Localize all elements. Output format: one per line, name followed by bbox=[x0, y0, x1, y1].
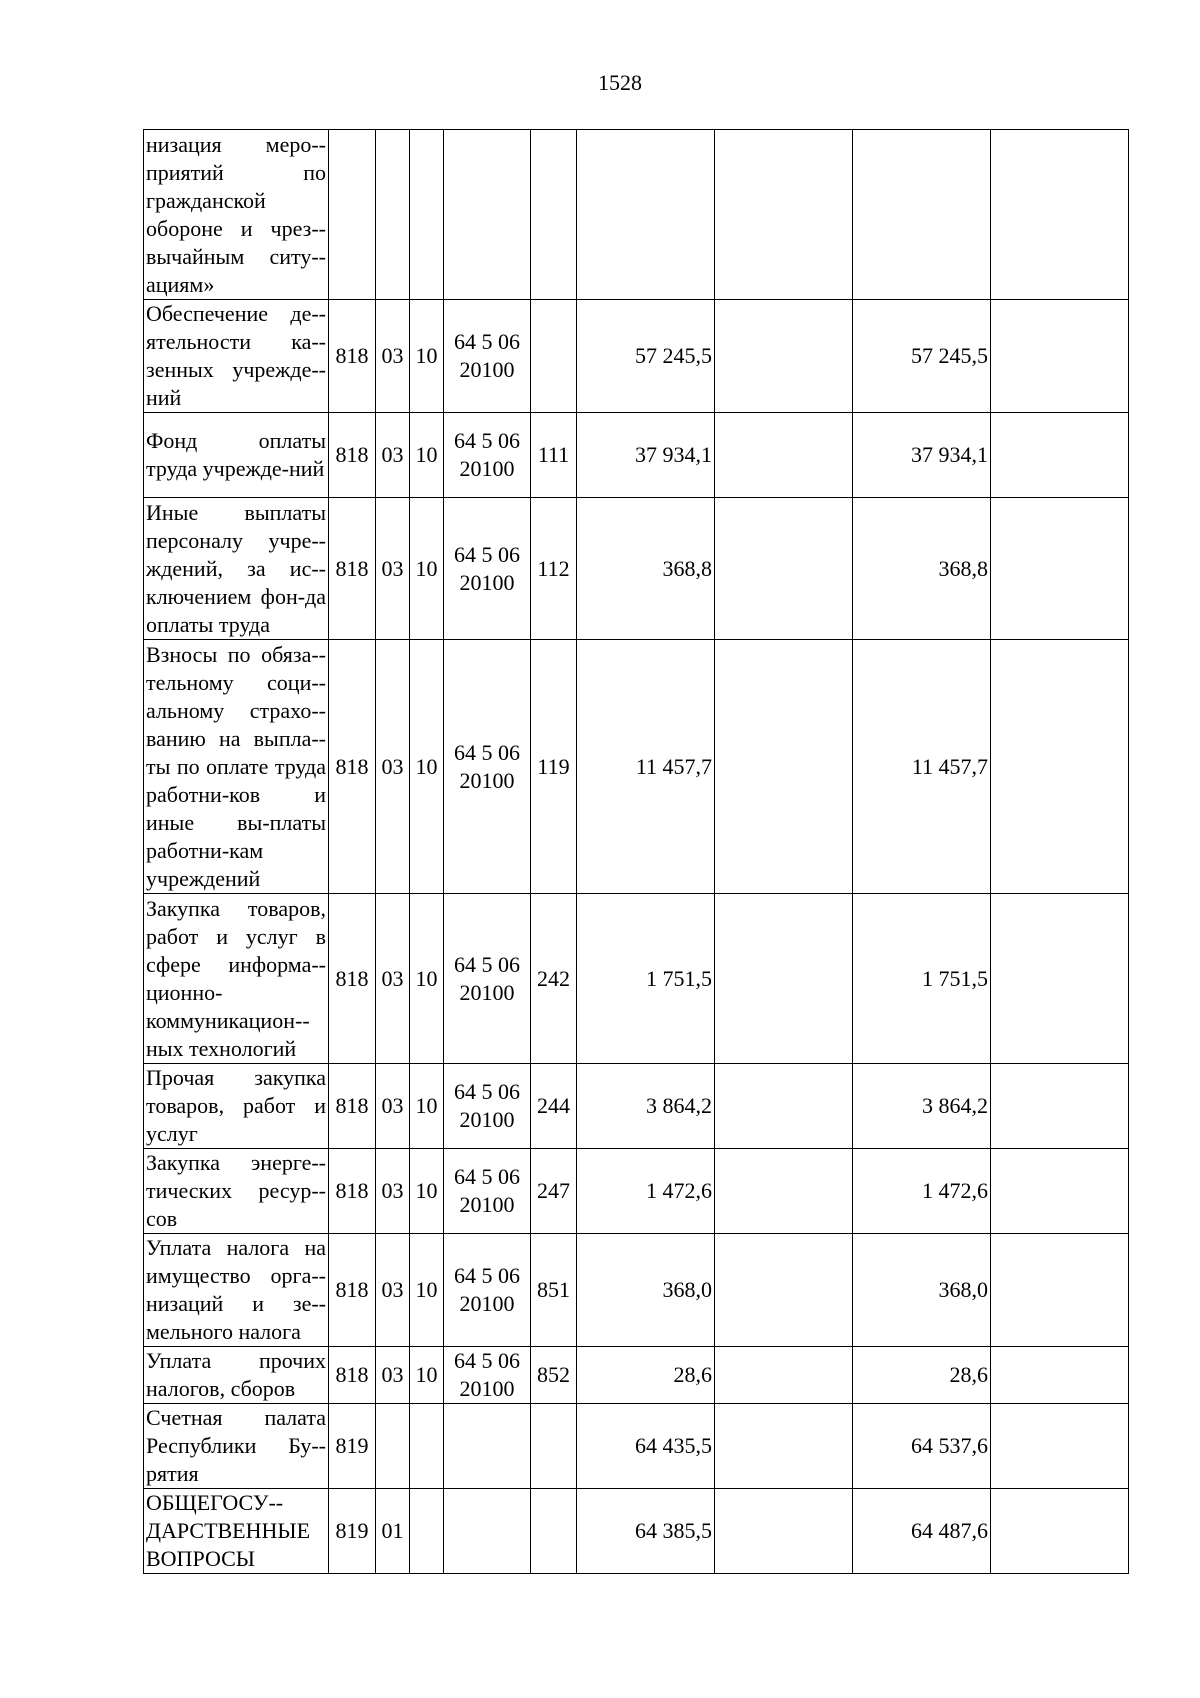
table-row bbox=[144, 1347, 1129, 1404]
target-article-code bbox=[444, 300, 531, 413]
admin-code: 818 bbox=[329, 640, 376, 894]
admin-code: 818 bbox=[329, 1234, 376, 1347]
amount-2 bbox=[715, 1064, 853, 1149]
expense-type-code: 112 bbox=[531, 498, 577, 640]
amount-2 bbox=[715, 1149, 853, 1234]
amount-1 bbox=[577, 130, 715, 300]
row-name: Закупка энерге-тических ресур-сов bbox=[144, 1149, 329, 1234]
amount-3: 1 751,5 bbox=[853, 894, 991, 1064]
amount-4 bbox=[991, 640, 1129, 894]
subsection-code: 10 bbox=[410, 1347, 444, 1404]
admin-code: 818 bbox=[329, 300, 376, 413]
subsection-code: 10 bbox=[410, 894, 444, 1064]
table-row bbox=[144, 1149, 1129, 1234]
amount-2 bbox=[715, 1404, 853, 1489]
target-article-part: 64 5 06 bbox=[454, 1348, 520, 1373]
amount-3: 11 457,7 bbox=[853, 640, 991, 894]
target-article-part: 20100 bbox=[459, 1107, 515, 1132]
budget-table bbox=[143, 129, 1129, 1574]
amount-3: 64 537,6 bbox=[853, 1404, 991, 1489]
target-article-part: 20100 bbox=[459, 1192, 515, 1217]
amount-1: 64 435,5 bbox=[577, 1404, 715, 1489]
subsection-code: 10 bbox=[410, 1064, 444, 1149]
admin-code: 819 bbox=[329, 1404, 376, 1489]
subsection-code bbox=[410, 1489, 444, 1574]
expense-type-code bbox=[531, 130, 577, 300]
amount-3: 57 245,5 bbox=[853, 300, 991, 413]
expense-type-code: 852 bbox=[531, 1347, 577, 1404]
section-code: 03 bbox=[376, 640, 410, 894]
amount-4 bbox=[991, 413, 1129, 498]
amount-4 bbox=[991, 1347, 1129, 1404]
target-article-part: 20100 bbox=[459, 456, 515, 481]
admin-code bbox=[329, 130, 376, 300]
expense-type-code bbox=[531, 300, 577, 413]
expense-type-code: 244 bbox=[531, 1064, 577, 1149]
page-number: 1528 bbox=[598, 70, 642, 95]
row-name: Уплата налога на имущество орга-низаций и зе-мельного налога bbox=[144, 1234, 329, 1347]
table-row bbox=[144, 300, 1129, 413]
target-article-part: 20100 bbox=[459, 1291, 515, 1316]
section-code bbox=[376, 1404, 410, 1489]
table-row bbox=[144, 640, 1129, 894]
amount-3: 1 472,6 bbox=[853, 1149, 991, 1234]
section-code: 03 bbox=[376, 300, 410, 413]
row-name: Закупка товаров, работ и услуг в сфере информа-ционно-коммуникацион-ных технологий bbox=[144, 894, 329, 1064]
target-article-part: 64 5 06 bbox=[454, 739, 520, 765]
row-name: Обеспечение де-ятельности ка-зенных учрежде-ний bbox=[144, 300, 329, 413]
amount-1: 368,8 bbox=[577, 498, 715, 640]
amount-3: 368,8 bbox=[853, 498, 991, 640]
expense-type-code: 111 bbox=[531, 413, 577, 498]
amount-1: 368,0 bbox=[577, 1234, 715, 1347]
row-name: Фонд оплаты труда учрежде-ний bbox=[144, 413, 329, 498]
amount-2 bbox=[715, 1489, 853, 1574]
section-code: 03 bbox=[376, 1234, 410, 1347]
section-code: 03 bbox=[376, 1347, 410, 1404]
amount-2 bbox=[715, 413, 853, 498]
subsection-code bbox=[410, 1404, 444, 1489]
row-name: Прочая закупка товаров, работ и услуг bbox=[144, 1064, 329, 1149]
expense-type-code bbox=[531, 1404, 577, 1489]
amount-4 bbox=[991, 1149, 1129, 1234]
admin-code: 818 bbox=[329, 413, 376, 498]
amount-3: 368,0 bbox=[853, 1234, 991, 1347]
table-row bbox=[144, 413, 1129, 498]
target-article-code bbox=[444, 1234, 531, 1347]
amount-1: 64 385,5 bbox=[577, 1489, 715, 1574]
target-article-code bbox=[444, 498, 531, 640]
target-article-code bbox=[444, 130, 531, 300]
amount-4 bbox=[991, 130, 1129, 300]
subsection-code: 10 bbox=[410, 1234, 444, 1347]
subsection-code: 10 bbox=[410, 413, 444, 498]
row-name: Взносы по обяза-тельному соци-альному страхо-ванию на выпла-ты по оплате труда работни-ков и иные вы-платы работни-кам учреждений bbox=[144, 640, 329, 894]
row-name: Иные выплаты персоналу учре-ждений, за ис-ключением фон-да оплаты труда bbox=[144, 498, 329, 640]
target-article-part: 64 5 06 bbox=[454, 541, 520, 567]
amount-3: 37 934,1 bbox=[853, 413, 991, 498]
section-code: 03 bbox=[376, 894, 410, 1064]
amount-1: 57 245,5 bbox=[577, 300, 715, 413]
amount-2 bbox=[715, 300, 853, 413]
amount-3: 28,6 bbox=[853, 1347, 991, 1404]
amount-4 bbox=[991, 1064, 1129, 1149]
target-article-code bbox=[444, 1404, 531, 1489]
amount-3 bbox=[853, 130, 991, 300]
amount-3: 3 864,2 bbox=[853, 1064, 991, 1149]
amount-1: 28,6 bbox=[577, 1347, 715, 1404]
admin-code: 818 bbox=[329, 1149, 376, 1234]
section-code: 03 bbox=[376, 413, 410, 498]
amount-1: 1 751,5 bbox=[577, 894, 715, 1064]
target-article-part: 64 5 06 bbox=[454, 951, 520, 977]
table-row bbox=[144, 1404, 1129, 1489]
row-name: Счетная палата Республики Бу-рятия bbox=[144, 1404, 329, 1489]
amount-2 bbox=[715, 894, 853, 1064]
amount-2 bbox=[715, 1234, 853, 1347]
section-code bbox=[376, 130, 410, 300]
subsection-code bbox=[410, 130, 444, 300]
admin-code: 818 bbox=[329, 498, 376, 640]
expense-type-code: 851 bbox=[531, 1234, 577, 1347]
amount-2 bbox=[715, 130, 853, 300]
row-name: ОБЩЕГОСУ-ДАРСТВЕННЫЕ ВОПРОСЫ bbox=[144, 1489, 329, 1574]
table-row bbox=[144, 498, 1129, 640]
target-article-code bbox=[444, 640, 531, 894]
amount-2 bbox=[715, 498, 853, 640]
target-article-code bbox=[444, 1149, 531, 1234]
amount-4 bbox=[991, 1404, 1129, 1489]
amount-4 bbox=[991, 894, 1129, 1064]
amount-1: 37 934,1 bbox=[577, 413, 715, 498]
amount-3: 64 487,6 bbox=[853, 1489, 991, 1574]
target-article-part: 64 5 06 bbox=[454, 1164, 520, 1189]
target-article-part: 20100 bbox=[459, 979, 515, 1005]
target-article-part: 64 5 06 bbox=[454, 329, 520, 354]
target-article-part: 64 5 06 bbox=[454, 1263, 520, 1288]
row-name: Уплата прочих налогов, сборов bbox=[144, 1347, 329, 1404]
section-code: 03 bbox=[376, 1064, 410, 1149]
target-article-part: 20100 bbox=[459, 767, 515, 793]
amount-4 bbox=[991, 1234, 1129, 1347]
expense-type-code: 119 bbox=[531, 640, 577, 894]
table-row bbox=[144, 130, 1129, 300]
amount-4 bbox=[991, 300, 1129, 413]
table-row bbox=[144, 894, 1129, 1064]
admin-code: 819 bbox=[329, 1489, 376, 1574]
target-article-part: 64 5 06 bbox=[454, 428, 520, 453]
target-article-part: 20100 bbox=[459, 569, 515, 595]
target-article-code bbox=[444, 1064, 531, 1149]
amount-2 bbox=[715, 640, 853, 894]
target-article-code bbox=[444, 1489, 531, 1574]
row-name: низация меро-приятий по гражданской обороне и чрез-вычайным ситу-ациям» bbox=[144, 130, 329, 300]
admin-code: 818 bbox=[329, 1064, 376, 1149]
target-article-part: 64 5 06 bbox=[454, 1079, 520, 1104]
table-row bbox=[144, 1064, 1129, 1149]
section-code: 03 bbox=[376, 498, 410, 640]
admin-code: 818 bbox=[329, 894, 376, 1064]
subsection-code: 10 bbox=[410, 498, 444, 640]
amount-1: 11 457,7 bbox=[577, 640, 715, 894]
subsection-code: 10 bbox=[410, 300, 444, 413]
table-row bbox=[144, 1489, 1129, 1574]
section-code: 01 bbox=[376, 1489, 410, 1574]
target-article-code bbox=[444, 413, 531, 498]
table-row bbox=[144, 1234, 1129, 1347]
expense-type-code: 247 bbox=[531, 1149, 577, 1234]
target-article-code bbox=[444, 894, 531, 1064]
amount-1: 3 864,2 bbox=[577, 1064, 715, 1149]
target-article-part: 20100 bbox=[459, 1376, 515, 1401]
subsection-code: 10 bbox=[410, 1149, 444, 1234]
expense-type-code: 242 bbox=[531, 894, 577, 1064]
amount-4 bbox=[991, 498, 1129, 640]
amount-2 bbox=[715, 1347, 853, 1404]
admin-code: 818 bbox=[329, 1347, 376, 1404]
amount-4 bbox=[991, 1489, 1129, 1574]
target-article-part: 20100 bbox=[459, 357, 515, 382]
expense-type-code bbox=[531, 1489, 577, 1574]
amount-1: 1 472,6 bbox=[577, 1149, 715, 1234]
section-code: 03 bbox=[376, 1149, 410, 1234]
target-article-code bbox=[444, 1347, 531, 1404]
subsection-code: 10 bbox=[410, 640, 444, 894]
